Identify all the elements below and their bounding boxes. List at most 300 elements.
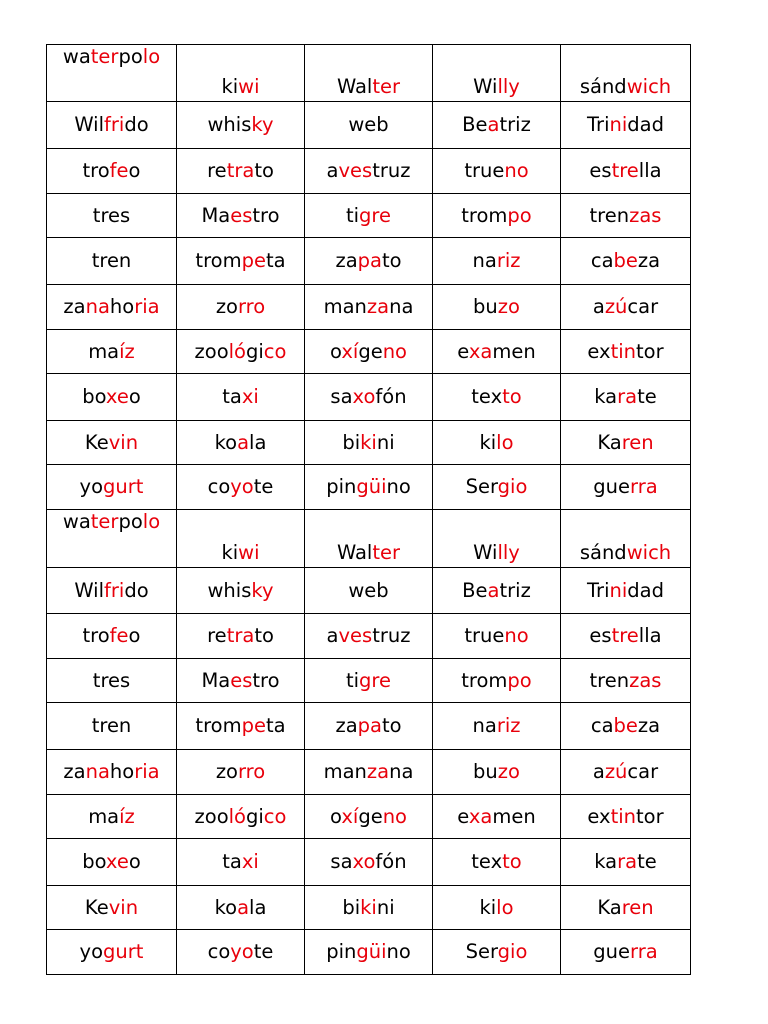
- highlighted-syllable: ria: [134, 295, 160, 318]
- table-row: [47, 238, 691, 285]
- plain-syllable: re: [207, 624, 227, 647]
- word-cell: [561, 330, 691, 374]
- word-text: [85, 896, 138, 920]
- highlighted-syllable: co: [263, 804, 287, 828]
- plain-syllable: to: [381, 249, 402, 272]
- plain-syllable: Be: [462, 113, 488, 136]
- word-cell: [47, 750, 177, 795]
- word-cell: [561, 750, 691, 795]
- highlighted-syllable: na: [85, 295, 110, 318]
- word-text: [195, 805, 287, 829]
- highlighted-syllable: zas: [629, 668, 662, 692]
- highlighted-syllable: tre: [611, 159, 639, 182]
- plain-syllable: lla: [638, 159, 662, 182]
- plain-syllable: man: [323, 760, 367, 783]
- word-cell: [305, 750, 433, 795]
- word-cell: [177, 839, 305, 886]
- highlighted-syllable: xi: [241, 850, 259, 873]
- plain-syllable: bo: [82, 850, 106, 873]
- word-cell: [305, 330, 433, 374]
- word-text: [342, 896, 394, 920]
- word-cell: [561, 285, 691, 330]
- word-table-body: [47, 45, 691, 975]
- plain-syllable: es: [589, 624, 612, 647]
- word-cell: [433, 465, 561, 510]
- word-cell: [433, 194, 561, 238]
- plain-syllable: o: [128, 624, 141, 647]
- word-text: [346, 669, 391, 693]
- highlighted-syllable: xí: [341, 804, 359, 828]
- word-cell: [433, 421, 561, 465]
- plain-syllable: no: [386, 940, 411, 963]
- word-cell: [561, 839, 691, 886]
- plain-syllable: trom: [461, 203, 508, 227]
- plain-syllable: car: [627, 760, 659, 783]
- plain-syllable: o: [128, 159, 141, 182]
- word-text: [597, 431, 653, 455]
- highlighted-syllable: xe: [105, 385, 129, 408]
- plain-syllable: Ka: [597, 430, 622, 454]
- word-cell: [561, 886, 691, 930]
- word-cell: [561, 421, 691, 465]
- word-text: [593, 475, 657, 499]
- highlighted-syllable: a: [237, 895, 250, 919]
- plain-syllable: ni: [376, 430, 395, 454]
- highlighted-syllable: to: [502, 385, 522, 408]
- word-text: [195, 714, 285, 738]
- word-text: [466, 940, 528, 964]
- highlighted-syllable: za: [366, 295, 390, 318]
- word-text: [326, 940, 411, 964]
- highlighted-syllable: ter: [372, 75, 401, 98]
- word-text: [346, 204, 391, 228]
- plain-syllable: Ma: [201, 668, 231, 692]
- word-text: [342, 431, 394, 455]
- highlighted-syllable: ni: [609, 113, 628, 136]
- word-text: [473, 75, 520, 99]
- highlighted-syllable: xo: [352, 850, 376, 873]
- word-text: [88, 340, 135, 364]
- plain-syllable: triz: [499, 113, 531, 136]
- highlighted-syllable: wi: [238, 541, 260, 564]
- word-text: [57, 45, 167, 69]
- word-text: [457, 805, 536, 829]
- word-text: [215, 431, 267, 455]
- plain-syllable: men: [492, 804, 536, 828]
- word-text: [83, 624, 141, 648]
- plain-syllable: sánd: [579, 75, 627, 98]
- highlighted-syllable: xa: [468, 804, 493, 828]
- plain-syllable: do: [124, 113, 149, 136]
- plain-syllable: yo: [79, 940, 104, 963]
- plain-syllable: tor: [636, 339, 664, 363]
- highlighted-syllable: ky: [251, 578, 274, 602]
- word-cell: [305, 465, 433, 510]
- word-cell: [305, 930, 433, 975]
- plain-syllable: yo: [79, 475, 104, 498]
- word-cell: [433, 149, 561, 194]
- word-cell: [305, 285, 433, 330]
- word-cell: [561, 568, 691, 614]
- plain-syllable: true: [464, 159, 505, 182]
- highlighted-syllable: fe: [109, 159, 129, 182]
- highlighted-syllable: wich: [626, 75, 672, 98]
- highlighted-syllable: gio: [497, 940, 528, 963]
- word-text: [473, 714, 521, 738]
- word-cell: [561, 149, 691, 194]
- plain-syllable: za: [63, 295, 86, 318]
- plain-syllable: re: [207, 159, 227, 182]
- table-row: [47, 750, 691, 795]
- table-row: [47, 465, 691, 510]
- plain-syllable: Ka: [597, 895, 622, 919]
- word-text: [580, 75, 671, 99]
- word-text: [462, 113, 531, 137]
- plain-syllable: bi: [342, 895, 361, 919]
- word-cell: [47, 930, 177, 975]
- plain-syllable: ta: [222, 385, 242, 408]
- word-text: [587, 805, 663, 829]
- highlighted-syllable: íz: [119, 804, 135, 828]
- word-cell: [177, 374, 305, 421]
- word-text: [330, 340, 407, 364]
- word-text: [597, 896, 653, 920]
- word-text: [324, 295, 414, 319]
- plain-syllable: ex: [587, 339, 611, 363]
- word-text: [82, 385, 141, 409]
- word-cell: [177, 614, 305, 659]
- plain-syllable: bi: [342, 430, 361, 454]
- word-cell: [305, 238, 433, 285]
- table-row: [47, 568, 691, 614]
- highlighted-syllable: gre: [359, 668, 392, 692]
- plain-syllable: car: [627, 295, 659, 318]
- word-cell: [305, 795, 433, 839]
- highlighted-syllable: fri: [104, 578, 125, 602]
- word-cell: [47, 795, 177, 839]
- plain-syllable: bu: [473, 760, 498, 783]
- highlighted-syllable: xi: [241, 385, 259, 408]
- plain-syllable: a: [592, 295, 605, 318]
- plain-syllable: Wi: [473, 75, 498, 98]
- highlighted-syllable: zú: [604, 760, 628, 783]
- plain-syllable: ki: [479, 895, 497, 919]
- word-text: [92, 714, 132, 738]
- word-text: [473, 295, 520, 319]
- highlighted-syllable: ren: [621, 895, 654, 919]
- word-cell: [305, 510, 433, 568]
- plain-syllable: no: [386, 475, 411, 498]
- plain-syllable: pin: [326, 475, 357, 498]
- table-row: [47, 374, 691, 421]
- highlighted-syllable: l: [142, 45, 149, 68]
- highlighted-syllable: o: [148, 510, 161, 533]
- highlighted-syllable: pa: [357, 714, 382, 737]
- plain-syllable: te: [253, 475, 274, 498]
- highlighted-syllable: wich: [626, 541, 672, 564]
- plain-syllable: tren: [91, 714, 132, 737]
- plain-syllable: to: [254, 624, 274, 647]
- word-text: [57, 510, 167, 534]
- word-cell: [433, 285, 561, 330]
- word-cell: [47, 465, 177, 510]
- word-text: [330, 850, 406, 874]
- plain-syllable: zo: [215, 760, 238, 783]
- word-cell: [47, 421, 177, 465]
- highlighted-syllable: ra: [617, 385, 638, 408]
- plain-syllable: men: [492, 339, 536, 363]
- highlighted-syllable: ki: [360, 895, 377, 919]
- table-row: [47, 839, 691, 886]
- plain-syllable: to: [381, 714, 402, 737]
- word-text: [587, 340, 663, 364]
- plain-syllable: ma: [88, 339, 120, 363]
- plain-syllable: pin: [326, 940, 357, 963]
- table-row: [47, 886, 691, 930]
- plain-syllable: ge: [358, 804, 383, 828]
- plain-syllable: gue: [593, 940, 631, 963]
- plain-syllable: e: [457, 339, 469, 363]
- word-text: [335, 714, 401, 738]
- highlighted-syllable: gre: [359, 203, 392, 227]
- highlighted-syllable: be: [613, 249, 638, 272]
- table-row: [47, 45, 691, 102]
- plain-syllable: man: [323, 295, 367, 318]
- plain-syllable: tren: [589, 668, 630, 692]
- plain-syllable: po: [118, 45, 143, 68]
- highlighted-syllable: no: [504, 624, 529, 647]
- plain-syllable: trom: [195, 714, 242, 737]
- plain-syllable: tor: [636, 804, 664, 828]
- word-text: [589, 159, 661, 183]
- word-cell: [177, 194, 305, 238]
- word-text: [215, 896, 267, 920]
- word-cell: [177, 568, 305, 614]
- highlighted-syllable: es: [230, 668, 253, 692]
- word-cell: [177, 795, 305, 839]
- word-text: [201, 204, 279, 228]
- plain-syllable: Be: [462, 578, 488, 602]
- plain-syllable: tro: [252, 203, 280, 227]
- word-cell: [433, 330, 561, 374]
- highlighted-syllable: xí: [341, 339, 359, 363]
- word-text: [207, 579, 273, 603]
- plain-syllable: bu: [473, 295, 498, 318]
- word-text: [473, 249, 521, 273]
- highlighted-syllable: xo: [352, 385, 376, 408]
- plain-syllable: triz: [499, 578, 531, 602]
- highlighted-syllable: ves: [338, 624, 373, 647]
- word-cell: [433, 839, 561, 886]
- word-text: [216, 760, 265, 784]
- word-cell: [561, 465, 691, 510]
- word-text: [594, 385, 657, 409]
- highlighted-syllable: a: [487, 113, 500, 136]
- plain-syllable: za: [637, 249, 661, 272]
- highlighted-syllable: zo: [497, 295, 520, 318]
- plain-syllable: ka: [594, 385, 618, 408]
- highlighted-syllable: wi: [238, 75, 260, 98]
- plain-syllable: ge: [358, 339, 383, 363]
- word-cell: [561, 614, 691, 659]
- word-cell: [433, 510, 561, 568]
- word-text: [93, 204, 130, 228]
- word-text: [335, 249, 401, 273]
- highlighted-syllable: ra: [617, 850, 638, 873]
- word-text: [337, 75, 400, 99]
- plain-syllable: trom: [195, 249, 242, 272]
- highlighted-syllable: fe: [109, 624, 129, 647]
- plain-syllable: na: [472, 714, 497, 737]
- plain-syllable: ti: [345, 668, 360, 692]
- word-cell: [305, 102, 433, 149]
- plain-syllable: fón: [375, 385, 407, 408]
- plain-syllable: zo: [215, 295, 238, 318]
- highlighted-syllable: be: [613, 714, 638, 737]
- plain-syllable: Ser: [465, 475, 498, 498]
- highlighted-syllable: ter: [90, 45, 119, 68]
- plain-syllable: la: [249, 895, 267, 919]
- highlighted-syllable: tin: [610, 339, 637, 363]
- word-cell: [305, 614, 433, 659]
- plain-syllable: te: [253, 940, 274, 963]
- word-cell: [305, 421, 433, 465]
- word-text: [594, 850, 657, 874]
- highlighted-syllable: lly: [497, 75, 520, 98]
- highlighted-syllable: riz: [496, 714, 521, 737]
- plain-syllable: Ma: [201, 203, 231, 227]
- word-text: [326, 475, 411, 499]
- word-text: [216, 295, 265, 319]
- word-text: [471, 385, 521, 409]
- highlighted-syllable: gurt: [103, 475, 144, 498]
- word-cell: [561, 703, 691, 750]
- word-text: [327, 624, 411, 648]
- plain-syllable: ti: [345, 203, 360, 227]
- word-cell: [47, 659, 177, 703]
- word-text: [587, 113, 664, 137]
- word-cell: [561, 510, 691, 568]
- word-cell: [177, 886, 305, 930]
- word-cell: [561, 930, 691, 975]
- word-text: [479, 431, 513, 455]
- plain-syllable: tro: [82, 624, 110, 647]
- word-cell: [47, 238, 177, 285]
- plain-syllable: zoo: [194, 339, 229, 363]
- word-cell: [177, 750, 305, 795]
- highlighted-syllable: ter: [90, 510, 119, 533]
- word-text: [195, 249, 285, 273]
- word-cell: [433, 374, 561, 421]
- highlighted-syllable: pe: [241, 714, 266, 737]
- plain-syllable: ki: [221, 75, 239, 98]
- word-text: [473, 541, 520, 565]
- table-row: [47, 703, 691, 750]
- word-cell: [47, 839, 177, 886]
- plain-syllable: Wal: [336, 541, 373, 564]
- highlighted-syllable: íz: [119, 339, 135, 363]
- word-text: [593, 940, 657, 964]
- table-row: [47, 330, 691, 374]
- word-text: [457, 340, 536, 364]
- plain-syllable: web: [348, 578, 389, 602]
- word-text: [348, 113, 388, 137]
- highlighted-syllable: na: [85, 760, 110, 783]
- word-cell: [561, 45, 691, 102]
- word-cell: [433, 930, 561, 975]
- table-row: [47, 102, 691, 149]
- word-text: [473, 760, 520, 784]
- plain-syllable: truz: [372, 624, 411, 647]
- highlighted-syllable: rra: [630, 475, 658, 498]
- plain-syllable: truz: [372, 159, 411, 182]
- word-cell: [177, 659, 305, 703]
- word-text: [92, 249, 132, 273]
- highlighted-syllable: no: [504, 159, 529, 182]
- word-cell: [177, 330, 305, 374]
- plain-syllable: tex: [471, 850, 503, 873]
- word-cell: [305, 703, 433, 750]
- word-text: [479, 896, 513, 920]
- word-cell: [561, 374, 691, 421]
- word-cell: [305, 659, 433, 703]
- word-cell: [433, 703, 561, 750]
- highlighted-syllable: yo: [230, 475, 254, 498]
- word-text: [327, 159, 411, 183]
- word-text: [461, 669, 531, 693]
- word-cell: [433, 750, 561, 795]
- table-row: [47, 194, 691, 238]
- word-cell: [561, 102, 691, 149]
- plain-syllable: a: [326, 159, 339, 182]
- word-text: [208, 940, 274, 964]
- plain-syllable: do: [124, 578, 149, 602]
- highlighted-syllable: ló: [228, 339, 246, 363]
- plain-syllable: sa: [330, 850, 353, 873]
- word-text: [591, 249, 660, 273]
- plain-syllable: zoo: [194, 804, 229, 828]
- word-text: [580, 541, 671, 565]
- plain-syllable: o: [330, 804, 342, 828]
- highlighted-syllable: güi: [356, 940, 387, 963]
- plain-syllable: ka: [594, 850, 618, 873]
- plain-syllable: bo: [82, 385, 106, 408]
- highlighted-syllable: ló: [228, 804, 246, 828]
- word-text: [591, 714, 660, 738]
- plain-syllable: a: [326, 624, 339, 647]
- plain-syllable: na: [389, 295, 414, 318]
- plain-syllable: ta: [222, 850, 242, 873]
- plain-syllable: ni: [376, 895, 395, 919]
- plain-syllable: sánd: [579, 541, 627, 564]
- word-text: [195, 340, 287, 364]
- plain-syllable: Wil: [74, 578, 105, 602]
- plain-syllable: Ser: [465, 940, 498, 963]
- plain-syllable: ki: [479, 430, 497, 454]
- word-cell: [47, 102, 177, 149]
- word-text: [80, 475, 144, 499]
- word-cell: [305, 45, 433, 102]
- word-cell: [177, 102, 305, 149]
- word-cell: [433, 568, 561, 614]
- word-cell: [561, 795, 691, 839]
- word-text: [63, 295, 159, 319]
- word-cell: [305, 374, 433, 421]
- highlighted-syllable: ria: [134, 760, 160, 783]
- word-text: [593, 760, 658, 784]
- word-text: [88, 805, 135, 829]
- highlighted-syllable: zú: [604, 295, 628, 318]
